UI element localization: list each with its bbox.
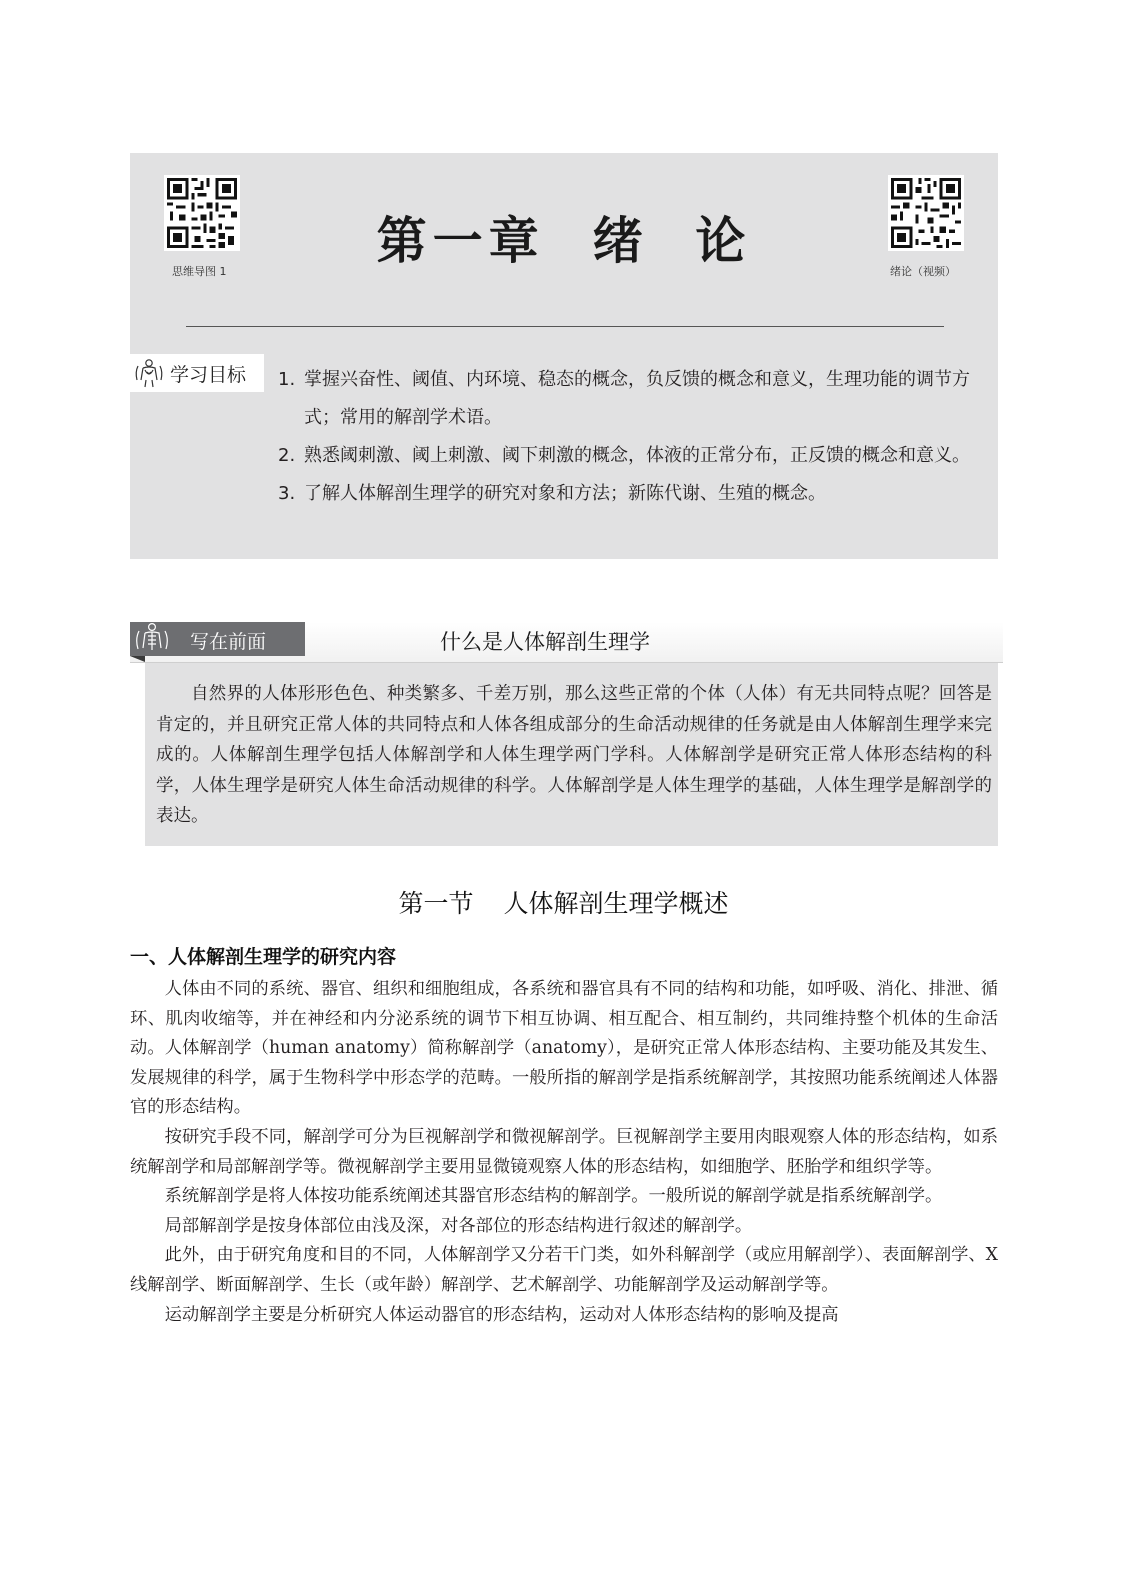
section-name: 人体解剖生理学概述 xyxy=(503,889,729,918)
preface-text: 自然界的人体形形色色、种类繁多、千差万别，那么这些正常的个体（人体）有无共同特点呢？回答是肯定的，并且研究正常人体的共同特点和人体各组成部分的生命活动规律的任务就是由人体解剖生理学来完成的。人体解剖生理学包括人体解剖学和人体生理学两门学科。人体解剖学是研究正常人体形态结构的科学，人体生理学是研究人体生命活动规律的科学。人体解剖学是人体生理学的基础，人体生理学是解剖学的表达。 xyxy=(156,684,992,826)
body-paragraph: 此外，由于研究角度和目的不同，人体解剖学又分若干门类，如外科解剖学（或应用解剖学）、表面解剖学、X线解剖学、断面解剖学、生长（或年龄）解剖学、艺术解剖学、功能解剖学及运动解剖学等。 xyxy=(130,1245,998,1295)
body-paragraph: 系统解剖学是将人体按功能系统阐述其器官形态结构的解剖学。一般所说的解剖学就是指系统解剖学。 xyxy=(164,1186,943,1207)
body-paragraph: 按研究手段不同，解剖学可分为巨视解剖学和微视解剖学。巨视解剖学主要用肉眼观察人体的形态结构，如系统解剖学和局部解剖学等。微视解剖学主要用显微镜观察人体的形态结构，如细胞学、胚胎学和组织学等。 xyxy=(130,1126,998,1177)
goal-number: 3. xyxy=(278,483,296,504)
goal-text: 掌握兴奋性、阈值、内环境、稳态的概念，负反馈的概念和意义，生理功能的调节方式；常用的解剖学术语。 xyxy=(304,369,970,428)
anatomy-figure-icon xyxy=(132,358,166,388)
section-title xyxy=(0,884,1127,920)
chapter-header-box xyxy=(130,153,998,559)
learning-goals-list xyxy=(278,361,978,513)
body-paragraph: 局部解剖学是按身体部位由浅及深，对各部位的形态结构进行叙述的解剖学。 xyxy=(164,1215,753,1236)
subsection-heading: 一、人体解剖生理学的研究内容 xyxy=(130,946,397,968)
qr-code-video-icon[interactable] xyxy=(888,175,964,251)
anatomy-figure-icon xyxy=(132,622,172,656)
learning-goal-item xyxy=(278,475,978,513)
chapter-title xyxy=(130,201,998,273)
header-divider xyxy=(186,326,944,327)
body-paragraph: 人体由不同的系统、器官、组织和细胞组成，各系统和器官具有不同的结构和功能，如呼吸、消化、排泄、循环、肌肉收缩等，并在神经和内分泌系统的调节下相互协调、相互配合、相互制约，共同维持整个机体的生命活动。人体解剖学（human anatomy）简称解剖学（anatomy），是研究正常人体形态结构、主要功能及其发生、发展规律的科学，属于生物科学中形态学的范畴。一般所指的解剖学是指系统解剖学，其按照功能系统阐述人体器官的形态结构。 xyxy=(130,979,998,1118)
learning-goal-item xyxy=(278,361,978,437)
qr-left-caption: 思维导图 1 xyxy=(172,265,227,278)
goal-number: 1. xyxy=(278,369,296,390)
body-paragraph: 运动解剖学主要是分析研究人体运动器官的形态结构，运动对人体形态结构的影响及提高 xyxy=(164,1304,839,1325)
learning-goals-label: 学习目标 xyxy=(170,363,247,386)
preface-tag-label: 写在前面 xyxy=(190,631,267,653)
learning-goal-item xyxy=(278,437,978,475)
qr-right-caption: 绪论（视频） xyxy=(890,265,956,278)
goal-number: 2. xyxy=(278,445,296,466)
goal-text: 熟悉阈刺激、阈上刺激、阈下刺激的概念，体液的正常分布，正反馈的概念和意义。 xyxy=(304,445,970,466)
chapter-label: 第一章 xyxy=(376,211,545,270)
section-body xyxy=(130,975,998,1330)
preface-title: 什么是人体解剖生理学 xyxy=(440,630,650,654)
learning-goals-tag xyxy=(130,354,264,392)
section-label: 第一节 xyxy=(398,889,474,918)
goal-text: 了解人体解剖生理学的研究对象和方法；新陈代谢、生殖的概念。 xyxy=(304,483,826,504)
preface-tag xyxy=(130,622,305,656)
chapter-name: 绪 论 xyxy=(592,211,752,270)
preface-tag-fold xyxy=(130,656,145,662)
